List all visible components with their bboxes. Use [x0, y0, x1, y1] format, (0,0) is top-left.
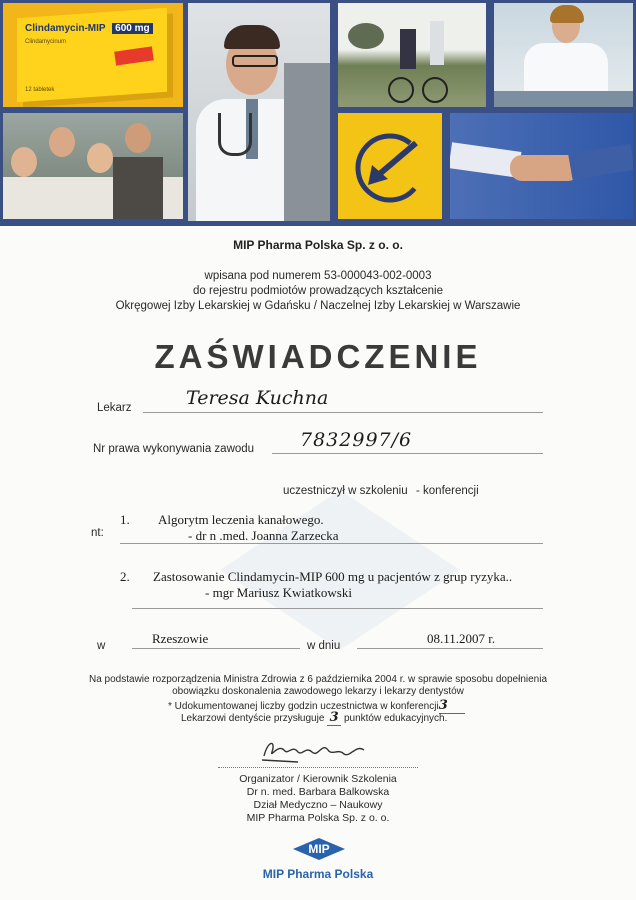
product-name: Clindamycin-MIP: [25, 23, 106, 34]
product-box-photo: [3, 3, 183, 107]
topic-1-underline: [120, 543, 543, 544]
hours-value: 3: [439, 698, 465, 714]
product-subtitle: Clindamycinum: [25, 39, 67, 45]
arrow-logo-tile: [338, 113, 442, 219]
regulation-line-1: Na podstawie rozporządzenia Ministra Zdrowia z 6 października 2004 r. w sprawie sposobu dopełnienia: [88, 674, 548, 685]
mip-logo-mark: [291, 837, 347, 861]
mip-logo-wordmark: MIP Pharma Polska: [262, 867, 374, 881]
topic-2-number: 2.: [120, 569, 130, 584]
photo-banner: [0, 0, 636, 226]
place-value: Rzeszowie: [152, 631, 209, 646]
handwritten-signature: [258, 734, 378, 768]
participation-type: - konferencji: [416, 485, 479, 497]
points-row: [181, 710, 447, 726]
doctor-underline: [143, 412, 543, 413]
topic-2-speaker: - mgr Mariusz Kwiatkowski: [205, 585, 352, 600]
doctor-photo: [188, 3, 330, 221]
family-photo: [3, 113, 183, 219]
hours-label: * Udokumentowanej liczby godzin uczestnictwa w konferencji: [168, 701, 439, 712]
date-value: 08.11.2007 r.: [427, 631, 496, 646]
license-underline: [272, 453, 543, 454]
topic-1-number: 1.: [120, 512, 130, 527]
points-value: 3: [327, 710, 341, 726]
participation-label: uczestniczył w szkoleniu: [283, 485, 408, 497]
date-underline: [357, 648, 543, 649]
topic-1-title: Algorytm leczenia kanałowego.: [158, 512, 324, 527]
place-label: w: [97, 640, 106, 652]
mip-logo-text: MIP: [308, 842, 330, 856]
place-underline: [132, 648, 300, 649]
organizer-line-1: Organizator / Kierownik Szkolenia: [239, 773, 397, 785]
points-label: Lekarzowi dentyście przysługuje: [181, 713, 325, 724]
page-title: ZAŚWIADCZENIE: [154, 338, 482, 375]
points-suffix: punktów edukacyjnych.: [343, 713, 448, 724]
registry-line-1: wpisana pod numerem 53-000043-002-0003: [204, 270, 432, 282]
company-name: MIP Pharma Polska Sp. z o. o.: [233, 238, 403, 252]
lab-photo: [494, 3, 633, 107]
organizer-line-4: MIP Pharma Polska Sp. z o. o.: [246, 812, 390, 824]
topics-prefix: nt:: [91, 527, 104, 539]
topic-2-title: Zastosowanie Clindamycin-MIP 600 mg u pacjentów z grup ryzyka..: [153, 569, 513, 584]
registry-line-3: Okręgowej Izby Lekarskiej w Gdańsku / Naczelnej Izby Lekarskiej w Warszawie: [115, 300, 521, 312]
product-count: 12 tabletek: [25, 87, 55, 93]
topic-2-underline: [132, 608, 543, 609]
organizer-line-2: Dr n. med. Barbara Balkowska: [246, 786, 390, 798]
arrow-icon: [338, 113, 442, 219]
license-number: 7832997/6: [300, 429, 413, 451]
cyclists-photo: [338, 3, 486, 107]
doctor-name: Teresa Kuchna: [186, 387, 329, 409]
product-dose: 600 mg: [112, 23, 152, 34]
date-label: w dniu: [307, 640, 341, 652]
doctor-label: Lekarz: [97, 402, 132, 414]
topic-1-speaker: - dr n .med. Joanna Zarzecka: [188, 528, 339, 543]
organizer-line-3: Dział Medyczno – Naukowy: [253, 799, 383, 811]
registry-line-2: do rejestru podmiotów prowadzących kształcenie: [193, 285, 443, 297]
regulation-line-2: obowiązku doskonalenia zawodowego lekarzy i lekarzy dentystów: [172, 686, 464, 697]
license-label: Nr prawa wykonywania zawodu: [93, 443, 255, 455]
handshake-photo: [450, 113, 633, 219]
